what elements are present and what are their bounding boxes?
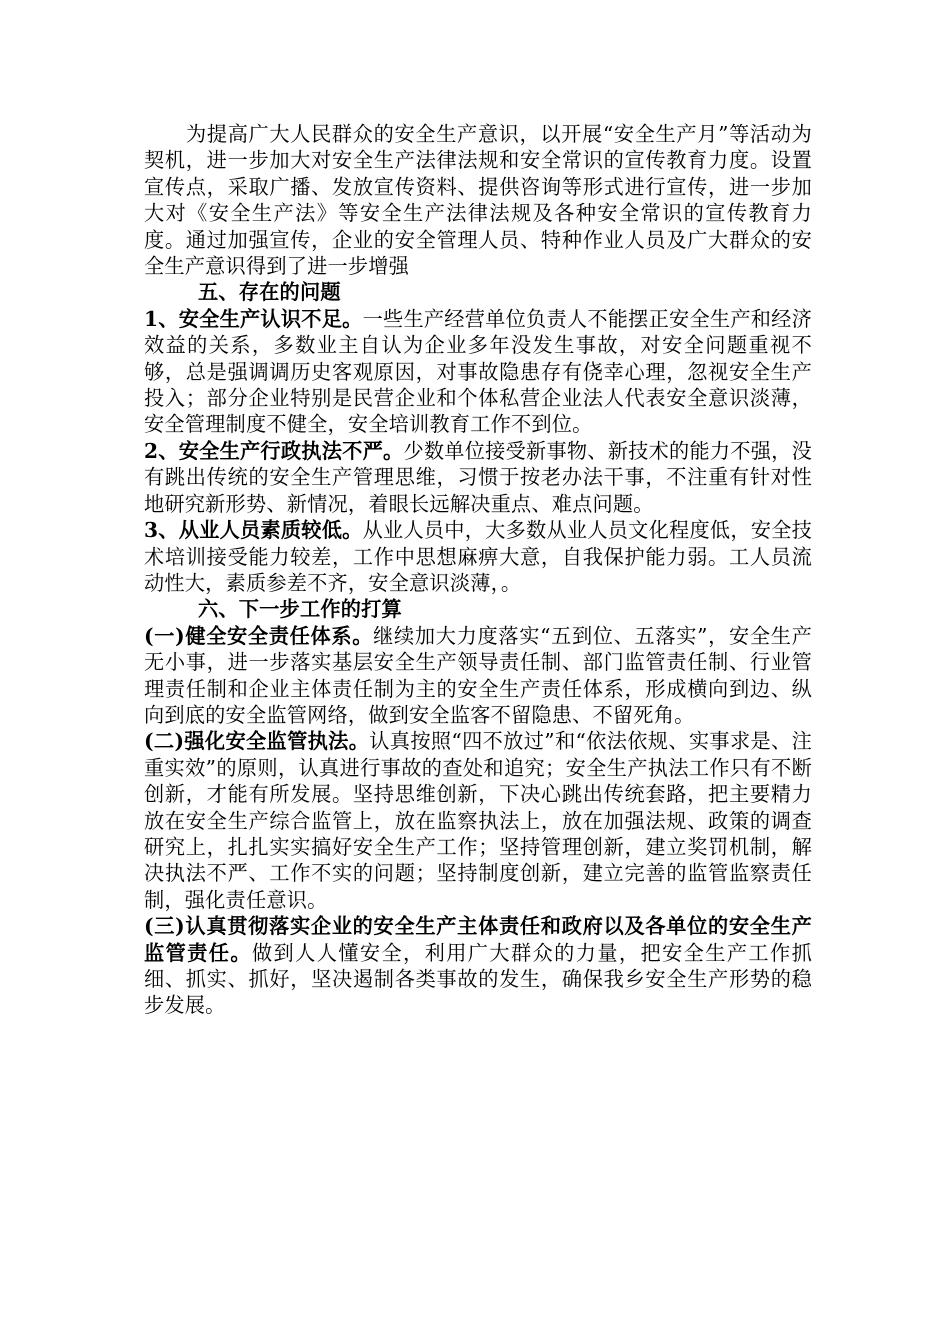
problem-item-lead: 1、安全生产认识不足。 <box>144 306 363 331</box>
problem-item <box>144 517 812 596</box>
problem-item-lead: 3、从业人员素质较低。 <box>144 518 363 543</box>
problem-item <box>144 438 812 517</box>
problem-item-lead: 2、安全生产行政执法不严。 <box>144 438 404 463</box>
plan-item-body: 做到人人懂安全，利用广大群众的力量，把安全生产工作抓细、抓实、抓好，坚决遏制各类事故的发生，确保我乡安全生产形势的稳步发展。 <box>144 940 812 1018</box>
plan-item <box>144 623 812 729</box>
problem-item-body: 从业人员中，大多数从业人员文化程度低，安全技术培训接受能力较差，工作中思想麻痹大意，自我保护能力弱。工人员流动性大，素质参差不齐，安全意识淡薄，。 <box>144 518 813 595</box>
plan-item <box>144 728 812 913</box>
plan-item-lead: (一)健全安全责任体系。 <box>144 623 374 648</box>
section-heading-next-steps: 六、下一步工作的打算 <box>198 597 402 622</box>
plan-item-lead: (二)强化安全监管执法。 <box>144 729 370 754</box>
problem-item-body: 一些生产经营单位负责人不能摆正安全生产和经济效益的关系，多数业主自认为企业多年没发生事故，对安全问题重视不够，总是强调调历史客观原因，对事故隐患存有侥幸心理，忽视安全生产投入；部分企业特别是民营企业和个体私营企业法人代表安全意识淡薄，安全管理制度不健全，安全培训教育工作不到位。 <box>144 306 813 437</box>
plan-item-body: 继续加大力度落实“五到位、五落实”，安全生产无小事，进一步落实基层安全生产领导责任制、部门监管责任制、行业管理责任制和企业主体责任制为主的安全生产责任体系，形成横向到边、纵向到底的安全监管网络，做到安全监客不留隐患、不留死角。 <box>144 623 812 727</box>
plan-item-body: 认真按照“四不放过”和“依法依规、实事求是、注重实效”的原则，认真进行事故的查处和追究；安全生产执法工作只有不断创新，才能有所发展。坚持思维创新，下决心跳出传统套路，把主要精力放在安全生产综合监管上，放在监察执法上，放在加强法规、政策的调查研究上，扎扎实实搞好安全生产工作；坚持管理创新，建立奖罚机制，解决执法不严、工作不实的问题；坚持制度创新，建立完善的监管监察责任制，强化责任意识。 <box>144 729 812 912</box>
section-heading-problems: 五、存在的问题 <box>198 280 341 305</box>
problem-item-body: 少数单位接受新事物、新技术的能力不强，没有跳出传统的安全生产管理思维，习惯于按老办法干事，不注重有针对性地研究新形势、新情况，着眼长远解决重点、难点问题。 <box>144 438 812 516</box>
plan-item-lead: (三)认真贯彻落实企业的安全生产主体责任和政府以及各单位的安全生产监管责任。 <box>144 914 812 965</box>
document-page <box>144 121 812 1019</box>
intro-paragraph: 为提高广大人民群众的安全生产意识，以开展“安全生产月”等活动为契机，进一步加大对安全生产法律法规和安全常识的宣传教育力度。设置宣传点，采取广播、发放宣传资料、提供咨询等形式进行宣传，进一步加大对《安全生产法》等安全生产法律法规及各种安全常识的宣传教育力度。通过加强宣传，企业的安全管理人员、特种作业人员及广大群众的安全生产意识得到了进一步增强 <box>144 122 812 279</box>
problem-item <box>144 306 812 438</box>
plan-item <box>144 913 812 1019</box>
